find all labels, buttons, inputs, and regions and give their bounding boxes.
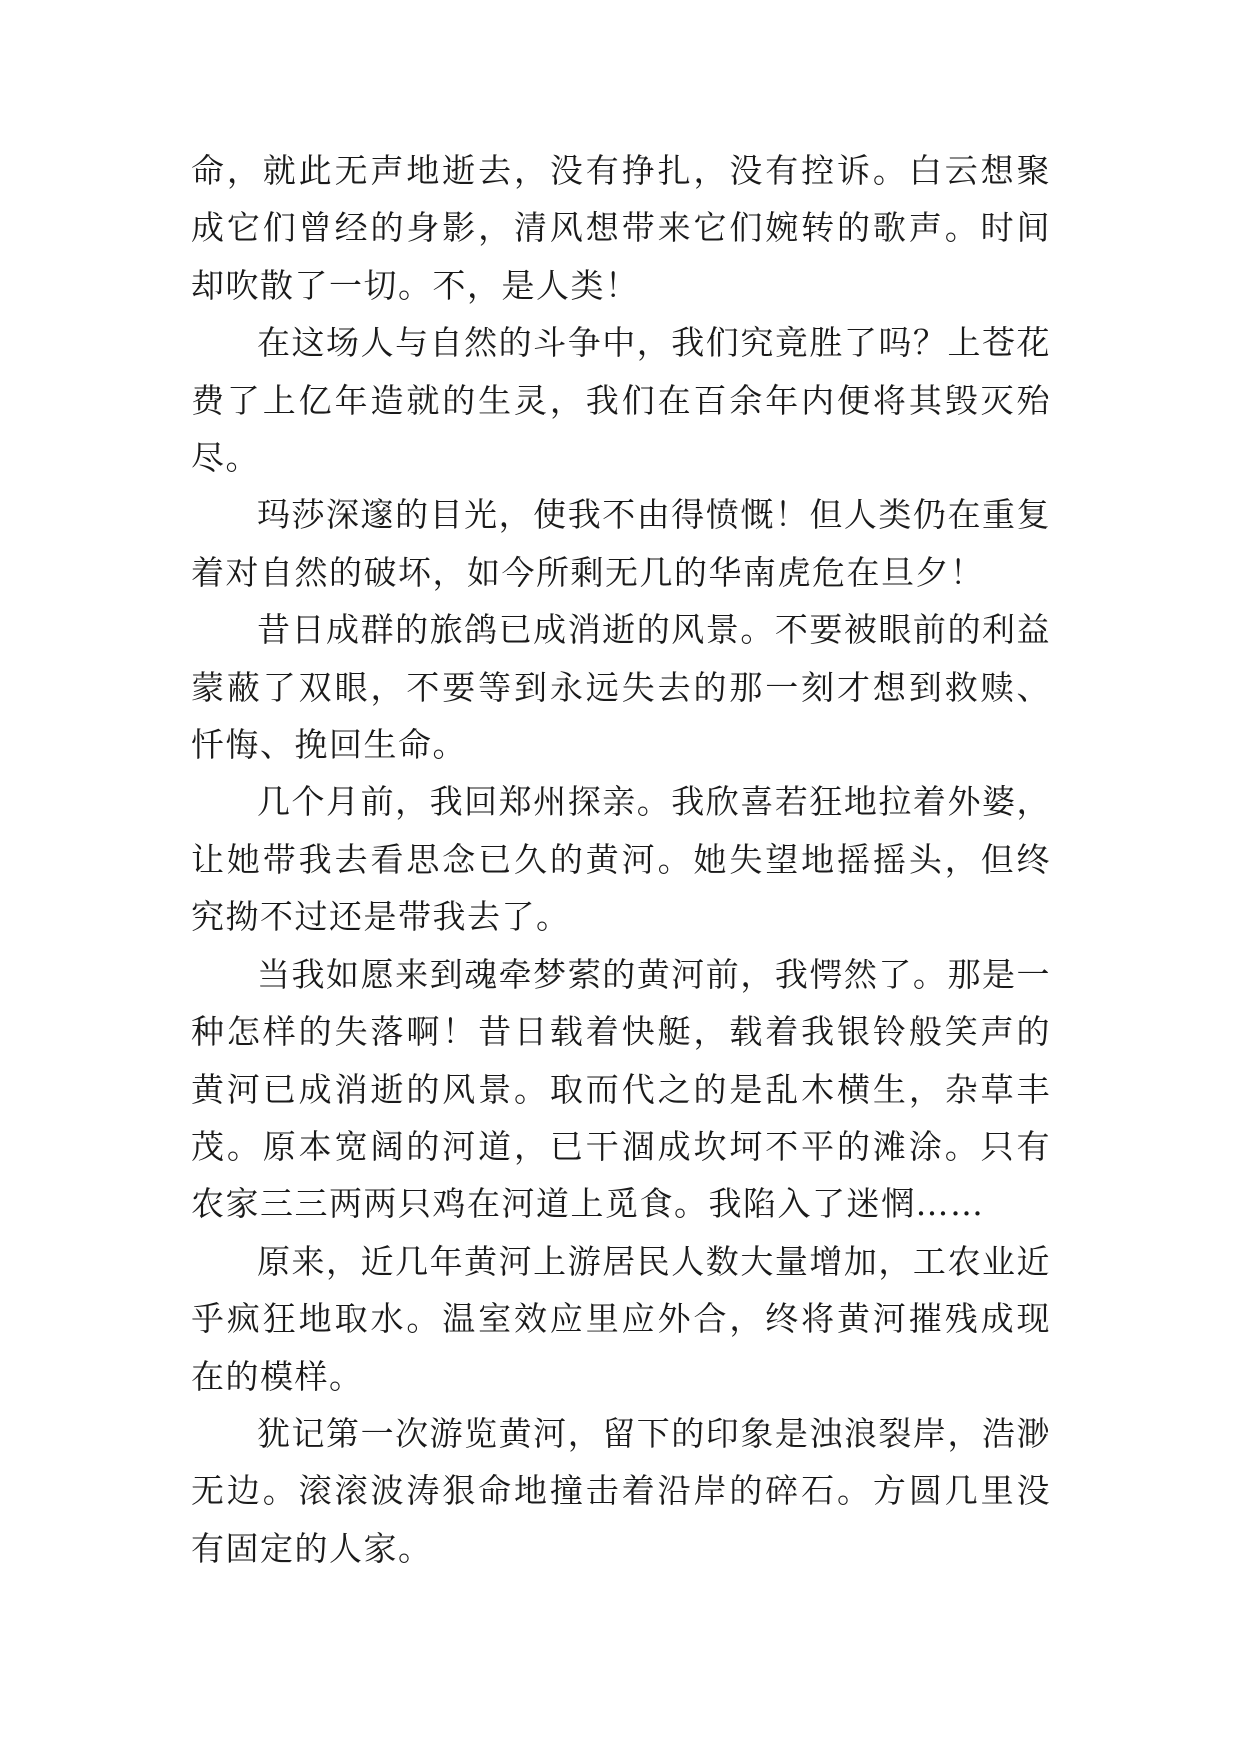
paragraph-2: 在这场人与自然的斗争中，我们究竟胜了吗？上苍花费了上亿年造就的生灵，我们在百余年内便将其毁灭殆尽。 xyxy=(191,323,1051,478)
paragraph-7: 原来，近几年黄河上游居民人数大量增加，工农业近乎疯狂地取水。温室效应里应外合，终将黄河摧残成现在的模样。 xyxy=(191,1241,1051,1396)
paragraph-8: 犹记第一次游览黄河，留下的印象是浊浪裂岸，浩渺无边。滚滚波涛狠命地撞击着沿岸的碎石。方圆几里没有固定的人家。 xyxy=(191,1413,1051,1568)
paragraph-4: 昔日成群的旅鸽已成消逝的风景。不要被眼前的利益蒙蔽了双眼，不要等到永远失去的那一刻才想到救赎、忏悔、挽回生命。 xyxy=(191,610,1051,765)
paragraph-5: 几个月前，我回郑州探亲。我欣喜若狂地拉着外婆，让她带我去看思念已久的黄河。她失望地摇摇头，但终究拗不过还是带我去了。 xyxy=(191,782,1051,937)
paragraph-6: 当我如愿来到魂牵梦萦的黄河前，我愕然了。那是一种怎样的失落啊！昔日载着快艇，载着我银铃般笑声的黄河已成消逝的风景。取而代之的是乱木横生，杂草丰茂。原本宽阔的河道，已干涸成坎坷不平的滩涂。只有农家三三两两只鸡在河道上觅食。我陷入了迷惘…… xyxy=(191,954,1051,1224)
paragraph-1: 命，就此无声地逝去，没有挣扎，没有控诉。白云想聚成它们曾经的身影，清风想带来它们婉转的歌声。时间却吹散了一切。不，是人类！ xyxy=(191,151,1051,305)
document-body xyxy=(191,142,1051,1577)
paragraph-3: 玛莎深邃的目光，使我不由得愤慨！但人类仍在重复着对自然的破坏，如今所剩无几的华南虎危在旦夕！ xyxy=(191,495,1051,592)
